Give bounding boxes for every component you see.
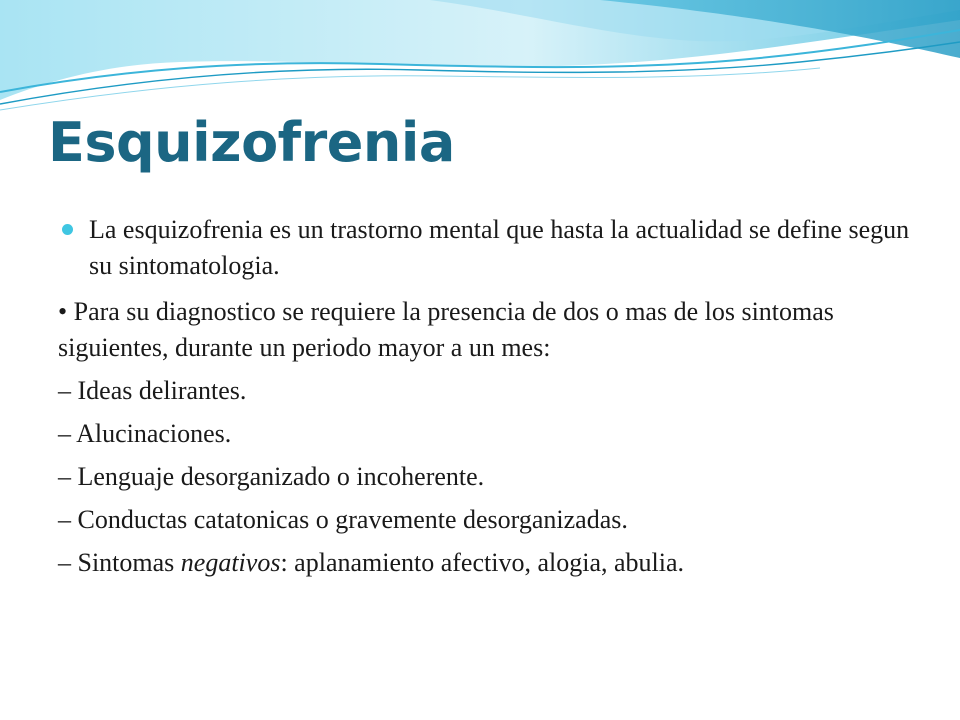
- symptom-item: – Ideas delirantes.: [58, 376, 247, 405]
- bullet-dot-icon: [62, 224, 73, 235]
- bullet-text: La esquizofrenia es un trastorno mental que hasta la actualidad se define segun su sintomatologia.: [89, 215, 910, 280]
- symptom-suffix: : aplanamiento afectivo, alogia, abulia.: [280, 548, 685, 577]
- header-wave-decoration: [0, 0, 960, 120]
- symptom-item: – Lenguaje desorganizado o incoherente.: [58, 462, 485, 491]
- symptom-item: – Conductas catatonicas o gravemente desorganizadas.: [58, 505, 628, 534]
- symptom-prefix: – Sintomas: [58, 548, 181, 577]
- diagnosis-paragraph: • Para su diagnostico se requiere la presencia de dos o mas de los sintomas siguientes, durante un periodo mayor a un mes:: [58, 297, 834, 362]
- symptom-emphasis: negativos: [180, 548, 281, 577]
- bullet-item: [62, 212, 922, 284]
- slide-title: Esquizofrenia: [48, 111, 455, 174]
- symptom-item: – Alucinaciones.: [58, 419, 232, 448]
- body-text: [58, 294, 938, 581]
- symptom-item-negative: [58, 545, 938, 581]
